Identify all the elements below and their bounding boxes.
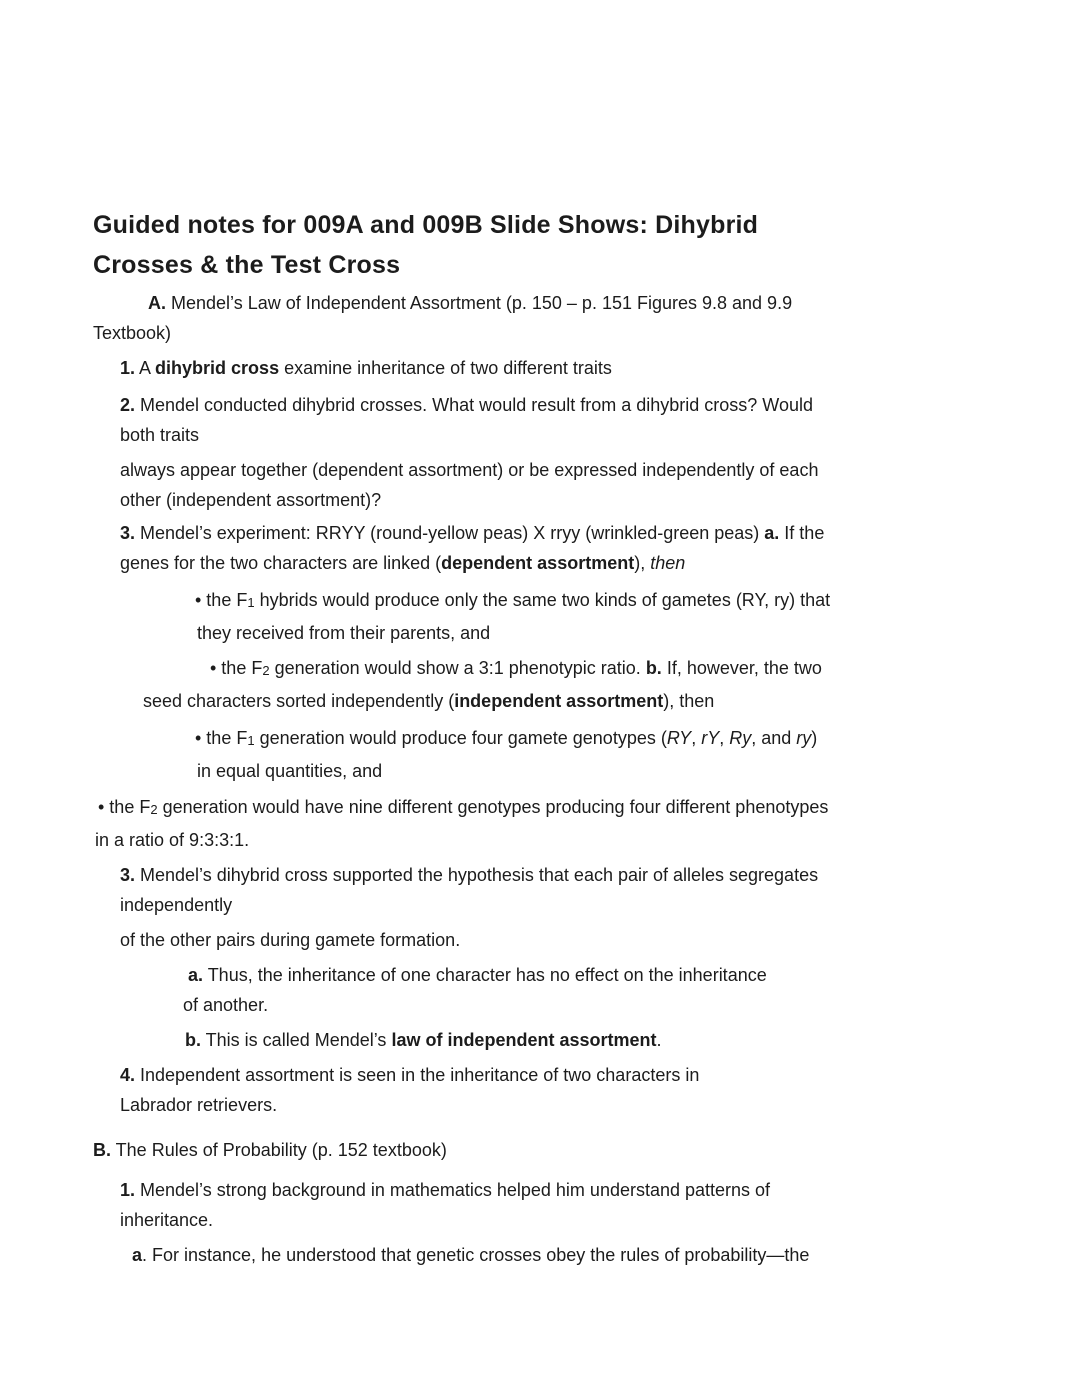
- document-title-line: Guided notes for 009A and 009B Slide Shows: Dihybrid: [93, 211, 759, 239]
- text-run: 1.: [120, 1180, 136, 1200]
- text-run: rY: [701, 728, 720, 748]
- text-run: 4.: [120, 1065, 136, 1085]
- text-line: [93, 455, 1033, 485]
- text-run: .: [656, 1030, 662, 1050]
- text-run: inheritance.: [120, 1210, 214, 1230]
- text-run: Ry: [729, 728, 752, 748]
- text-run: • the F: [195, 728, 248, 748]
- text-run: always appear together (dependent assortment) or be expressed independently of each: [120, 460, 819, 480]
- text-line: [93, 1135, 1033, 1165]
- text-run: Textbook): [93, 323, 172, 343]
- document-content: [93, 205, 1033, 1270]
- text-line: [93, 860, 1033, 890]
- text-run: in equal quantities, and: [197, 761, 383, 781]
- text-run: independent assortment: [454, 691, 664, 711]
- text-run: , and: [751, 728, 797, 748]
- text-run: • the F: [210, 658, 263, 678]
- text-line: [93, 756, 1033, 786]
- text-run: • the F: [195, 590, 248, 610]
- text-run: in a ratio of 9:3:3:1.: [95, 830, 250, 850]
- text-run: 2.: [120, 395, 136, 415]
- text-run: seed characters sorted independently (: [143, 691, 455, 711]
- text-run: Mendel’s Law of Independent Assortment (p. 150 – p. 151 Figures 9.8 and 9.9: [166, 293, 793, 313]
- text-line: [93, 1090, 1033, 1120]
- text-run: B.: [93, 1140, 111, 1160]
- text-run: If, however, the two: [661, 658, 822, 678]
- text-run: dihybrid cross: [155, 358, 280, 378]
- document-title: [93, 205, 1033, 285]
- document-title-line: Crosses & the Test Cross: [93, 251, 401, 279]
- text-run: b.: [645, 658, 662, 678]
- text-run: a: [132, 1245, 143, 1265]
- text-run: 3.: [120, 865, 136, 885]
- text-line: [93, 686, 1033, 716]
- text-line: [93, 390, 1033, 420]
- text-line: [93, 1025, 1033, 1055]
- text-line: [93, 618, 1033, 648]
- text-run: ),: [634, 553, 651, 573]
- text-run: A.: [148, 293, 166, 313]
- text-run: ,: [719, 728, 730, 748]
- text-line: [93, 548, 1033, 578]
- text-line: [93, 585, 1033, 618]
- text-run: This is called Mendel’s: [201, 1030, 392, 1050]
- text-run: both traits: [120, 425, 200, 445]
- text-line: [93, 825, 1033, 855]
- text-run: ry: [796, 728, 812, 748]
- text-line: [93, 1205, 1033, 1235]
- text-line: [93, 890, 1033, 920]
- text-run: Thus, the inheritance of one character has no effect on the inheritance: [203, 965, 767, 985]
- text-run: ,: [691, 728, 702, 748]
- text-run: RY: [666, 728, 692, 748]
- text-run: examine inheritance of two different traits: [279, 358, 612, 378]
- text-line: [93, 1060, 1033, 1090]
- text-line: [93, 318, 1033, 348]
- text-line: [93, 723, 1033, 756]
- text-run: Independent assortment is seen in the inheritance of two characters in: [135, 1065, 700, 1085]
- text-run: of the other pairs during gamete formation.: [120, 930, 461, 950]
- text-line: [93, 518, 1033, 548]
- text-run: 2: [262, 663, 270, 678]
- text-line: [93, 653, 1033, 686]
- text-run: generation would show a 3:1 phenotypic ratio.: [269, 658, 646, 678]
- text-line: [93, 1175, 1033, 1205]
- text-run: If the: [779, 523, 825, 543]
- text-run: 1.: [120, 358, 136, 378]
- text-run: hybrids would produce only the same two kinds of gametes (RY, ry) that: [254, 590, 831, 610]
- document-body: [93, 288, 1033, 1270]
- text-run: Mendel’s dihybrid cross supported the hypothesis that each pair of alleles segregates: [135, 865, 819, 885]
- text-run: . For instance, he understood that genetic crosses obey the rules of probability—the: [142, 1245, 810, 1265]
- text-run: ): [811, 728, 818, 748]
- text-run: other (independent assortment)?: [120, 490, 382, 510]
- text-run: they received from their parents, and: [197, 623, 491, 643]
- text-run: Mendel’s experiment: RRYY (round-yellow peas) X rryy (wrinkled-green peas): [135, 523, 765, 543]
- text-line: [93, 485, 1033, 515]
- text-run: 3.: [120, 523, 136, 543]
- text-run: The Rules of Probability (p. 152 textbook): [111, 1140, 447, 1160]
- text-run: ), then: [663, 691, 715, 711]
- text-run: generation would have nine different genotypes producing four different phenotypes: [157, 797, 829, 817]
- text-line: [93, 990, 1033, 1020]
- text-run: 1: [247, 733, 255, 748]
- text-run: b.: [185, 1030, 201, 1050]
- text-run: a.: [188, 965, 204, 985]
- text-line: [93, 792, 1033, 825]
- text-run: independently: [120, 895, 233, 915]
- text-line: [93, 960, 1033, 990]
- text-run: a.: [764, 523, 780, 543]
- text-run: Mendel’s strong background in mathematics helped him understand patterns of: [135, 1180, 771, 1200]
- text-run: 1: [247, 595, 255, 610]
- text-line: [93, 420, 1033, 450]
- text-line: [93, 1240, 1033, 1270]
- text-run: law of independent assortment: [391, 1030, 657, 1050]
- text-run: dependent assortment: [441, 553, 635, 573]
- text-line: [93, 353, 1033, 383]
- text-run: A: [135, 358, 156, 378]
- text-run: Mendel conducted dihybrid crosses. What would result from a dihybrid cross? Would: [135, 395, 813, 415]
- text-run: Labrador retrievers.: [120, 1095, 278, 1115]
- text-line: [93, 925, 1033, 955]
- text-run: • the F: [98, 797, 151, 817]
- text-line: [93, 288, 1033, 318]
- text-run: generation would produce four gamete genotypes (: [254, 728, 667, 748]
- text-run: then: [650, 553, 686, 573]
- text-run: 2: [150, 802, 158, 817]
- text-run: of another.: [183, 995, 269, 1015]
- text-run: genes for the two characters are linked (: [120, 553, 442, 573]
